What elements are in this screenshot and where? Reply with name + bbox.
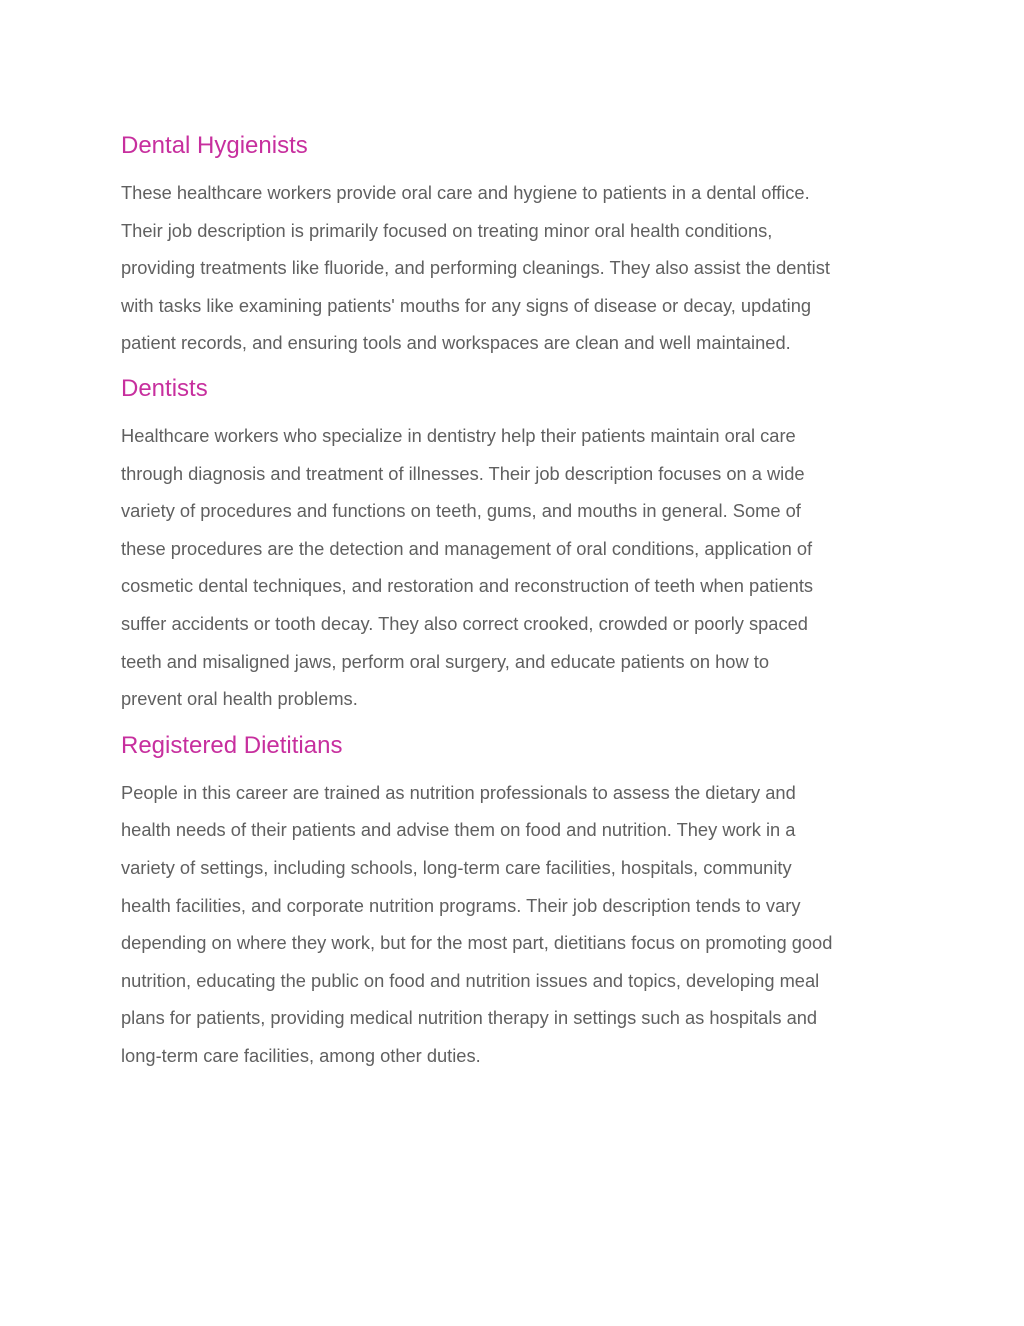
text-line: teeth and misaligned jaws, perform oral surgery, and educate patients on how to [121, 650, 770, 672]
text-line: prevent oral health problems. [121, 688, 358, 710]
text-line: suffer accidents or tooth decay. They also correct crooked, crowded or poorly spaced [121, 612, 808, 634]
text-line: health facilities, and corporate nutrition programs. Their job description tends to vary [121, 894, 801, 916]
text-line: Healthcare workers who specialize in dentistry help their patients maintain oral care [121, 424, 796, 446]
section-body [121, 174, 921, 362]
text-line: Their job description is primarily focused on treating minor oral health conditions, [121, 219, 773, 241]
text-line: long-term care facilities, among other duties. [121, 1044, 481, 1066]
section-heading: Dental Hygienists [121, 132, 308, 159]
section-body [121, 417, 921, 718]
text-line: cosmetic dental techniques, and restoration and reconstruction of teeth when patients [121, 575, 814, 597]
text-line: these procedures are the detection and management of oral conditions, application of [121, 537, 813, 559]
text-line: depending on where they work, but for the most part, dietitians focus on promoting good [121, 932, 833, 954]
section-heading: Dentists [121, 374, 208, 402]
section-body [121, 774, 921, 1075]
section-heading: Registered Dietitians [121, 731, 343, 759]
text-line: through diagnosis and treatment of illnesses. Their job description focuses on a wide [121, 462, 805, 484]
document-content [121, 129, 921, 1074]
text-line: variety of procedures and functions on teeth, gums, and mouths in general. Some of [121, 500, 801, 522]
text-line: These healthcare workers provide oral care and hygiene to patients in a dental office. [121, 182, 810, 203]
text-line: variety of settings, including schools, long-term care facilities, hospitals, community [121, 856, 792, 878]
section-registered-dietitians [121, 729, 921, 1075]
text-line: People in this career are trained as nutrition professionals to assess the dietary and [121, 781, 796, 803]
text-line: patient records, and ensuring tools and workspaces are clean and well maintained. [121, 332, 791, 354]
text-line: providing treatments like fluoride, and performing cleanings. They also assist the dentist [121, 257, 830, 279]
text-line: health needs of their patients and advise them on food and nutrition. They work in a [121, 819, 796, 841]
text-line: plans for patients, providing medical nutrition therapy in settings such as hospitals and [121, 1007, 818, 1029]
text-line: with tasks like examining patients' mouths for any signs of disease or decay, updating [121, 294, 812, 316]
section-dentists [121, 372, 921, 718]
text-line: nutrition, educating the public on food and nutrition issues and topics, developing meal [121, 969, 820, 991]
section-dental-hygienists [121, 129, 921, 362]
